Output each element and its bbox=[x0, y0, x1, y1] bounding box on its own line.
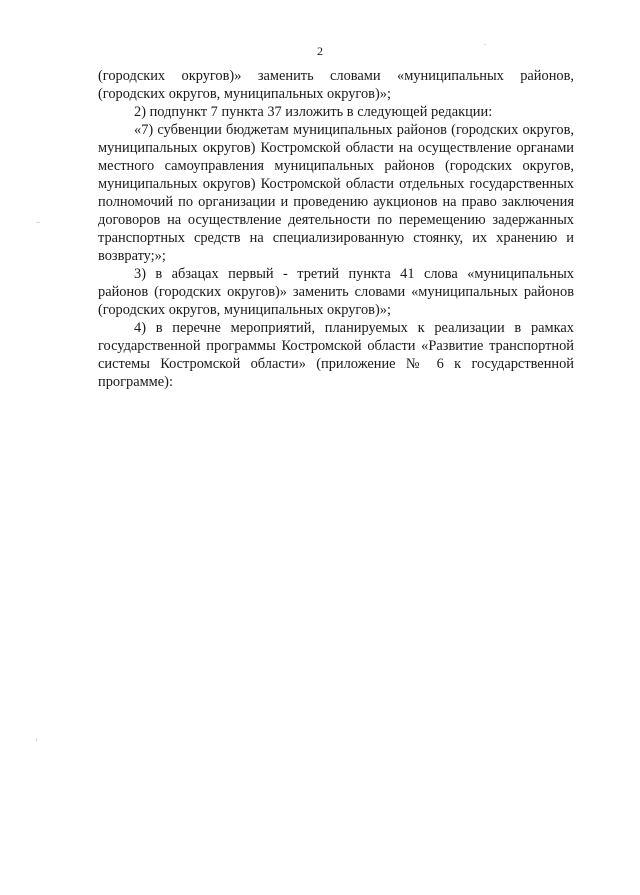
scan-speck bbox=[36, 738, 37, 741]
paragraph-item-3: 3) в абзацах первый - третий пункта 41 слова «муниципальных районов (городских округов)» заменить словами «муниципальных районов (городских округов, муниципальных округов)»; bbox=[98, 266, 574, 318]
scan-speck bbox=[36, 222, 40, 223]
document-body bbox=[98, 67, 574, 391]
paragraph-quoted-subparagraph-7: «7) субвенции бюджетам муниципальных районов (городских округов, муниципальных округов) Костромской области на осуществление органами местного самоуправления муниципальных районов (городских округов, муниципальных округов) Костромской области отдельных государственных полномочий по организации и проведению аукционов на право заключения договоров на осуществление деятельности по перемещению задержанных транспортных средств на специализированную стоянку, их хранению и возврату;»; bbox=[98, 122, 574, 264]
paragraph-item-2: 2) подпункт 7 пункта 37 изложить в следующей редакции: bbox=[134, 104, 493, 120]
paragraph-continuation: (городских округов)» заменить словами «муниципальных районов, (городских округов, муниципальных округов)»; bbox=[98, 68, 574, 102]
paragraph-item-4: 4) в перечне мероприятий, планируемых к реализации в рамках государственной программы Костромской области «Развитие транспортной системы Костромской области» (приложение № 6 к государственной программе): bbox=[98, 320, 574, 390]
page-number: 2 bbox=[317, 44, 323, 58]
